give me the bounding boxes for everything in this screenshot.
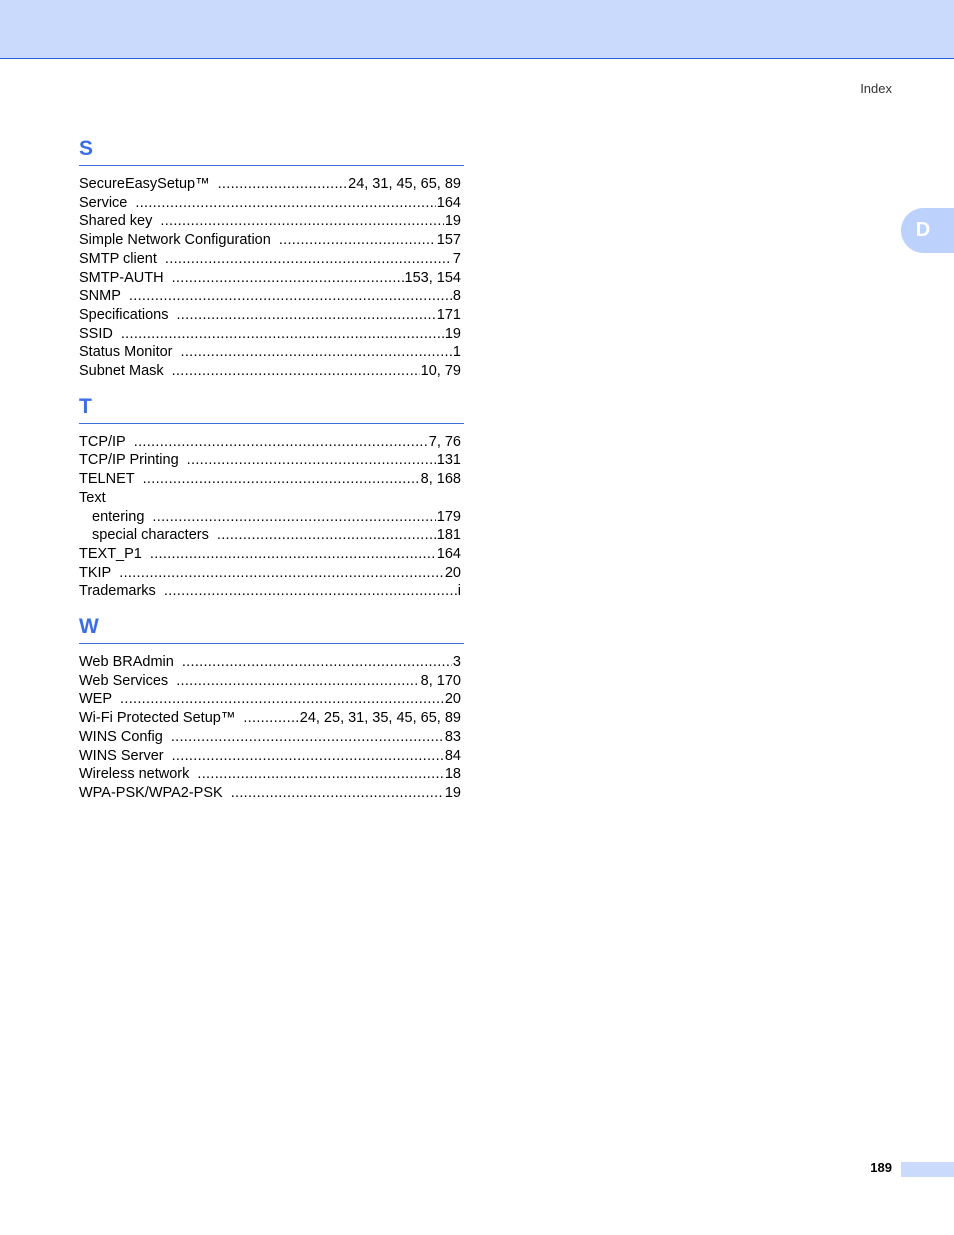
index-entry bbox=[79, 451, 464, 470]
dot-leader bbox=[150, 545, 436, 564]
dot-leader bbox=[119, 564, 444, 583]
index-term: TKIP bbox=[79, 564, 112, 581]
section-letter-heading: S bbox=[79, 136, 464, 166]
index-page-refs: 8 bbox=[452, 288, 461, 305]
index-page-refs: 179 bbox=[436, 508, 461, 525]
index-term: TCP/IP bbox=[79, 433, 126, 450]
index-term: WPA-PSK/WPA2-PSK bbox=[79, 784, 223, 801]
index-term: Simple Network Configuration bbox=[79, 232, 271, 249]
index-entry bbox=[79, 582, 464, 601]
index-page-refs: 8, 168 bbox=[420, 471, 461, 488]
dot-leader bbox=[172, 362, 420, 381]
index-subentry bbox=[79, 526, 464, 545]
dot-leader bbox=[129, 287, 452, 306]
dot-leader bbox=[279, 231, 436, 250]
index-page-refs: 84 bbox=[444, 747, 461, 764]
index-entry bbox=[79, 343, 464, 362]
index-page-refs: 24, 31, 45, 65, 89 bbox=[348, 176, 461, 192]
index-entry bbox=[79, 690, 464, 709]
index-page-refs: 24, 25, 31, 35, 45, 65, 89 bbox=[299, 710, 461, 727]
index-entry bbox=[79, 433, 464, 452]
index-page-refs: 10, 79 bbox=[420, 363, 461, 380]
index-entry bbox=[79, 231, 464, 250]
dot-leader bbox=[218, 175, 348, 194]
index-page-refs: 164 bbox=[436, 545, 461, 562]
index-term: Wi-Fi Protected Setup™ bbox=[79, 710, 236, 727]
index-page-refs: 153, 154 bbox=[404, 269, 461, 286]
page-number: 189 bbox=[870, 1160, 892, 1175]
dot-leader bbox=[181, 343, 452, 362]
index-section-t bbox=[79, 394, 464, 601]
index-term: Wireless network bbox=[79, 766, 190, 783]
dot-leader bbox=[143, 470, 420, 489]
index-page-refs: 171 bbox=[436, 306, 461, 323]
dot-leader bbox=[164, 582, 457, 601]
index-page-refs: 20 bbox=[444, 691, 461, 708]
dot-leader bbox=[176, 306, 435, 325]
index-entry bbox=[79, 489, 464, 508]
index-entry bbox=[79, 765, 464, 784]
index-entry bbox=[79, 728, 464, 747]
index-term: SNMP bbox=[79, 288, 121, 305]
chapter-tab-letter: D bbox=[915, 219, 931, 241]
dot-leader bbox=[172, 269, 404, 288]
index-page-refs: 19 bbox=[444, 325, 461, 342]
index-section-s bbox=[79, 136, 464, 381]
dot-leader bbox=[171, 728, 444, 747]
index-page-refs: 20 bbox=[444, 564, 461, 581]
index-page-refs: i bbox=[457, 583, 461, 600]
section-letter-heading: W bbox=[79, 614, 464, 644]
index-entry bbox=[79, 325, 464, 344]
index-entry bbox=[79, 194, 464, 213]
index-page-refs: 19 bbox=[444, 784, 461, 801]
index-term: WINS Server bbox=[79, 747, 164, 764]
index-entry bbox=[79, 470, 464, 489]
index-entry bbox=[79, 250, 464, 269]
index-entry bbox=[79, 784, 464, 803]
index-entry bbox=[79, 545, 464, 564]
index-term: TELNET bbox=[79, 471, 135, 488]
index-page-refs: 181 bbox=[436, 527, 461, 544]
index-entry bbox=[79, 709, 464, 728]
index-term: entering bbox=[92, 508, 145, 525]
dot-leader bbox=[165, 250, 452, 269]
running-head: Index bbox=[860, 81, 892, 96]
dot-leader bbox=[172, 747, 444, 766]
index-page-refs: 1 bbox=[452, 344, 461, 361]
index-page-refs: 7, 76 bbox=[428, 433, 461, 450]
dot-leader bbox=[197, 765, 443, 784]
index-term: Web Services bbox=[79, 672, 169, 689]
dot-leader bbox=[121, 325, 444, 344]
index-entry bbox=[79, 287, 464, 306]
section-letter-heading: T bbox=[79, 394, 464, 424]
page-number-bar bbox=[901, 1162, 954, 1177]
index-entry bbox=[79, 747, 464, 766]
dot-leader bbox=[152, 508, 435, 527]
index-page-refs: 19 bbox=[444, 213, 461, 230]
index-page-refs: 7 bbox=[452, 250, 461, 267]
index-subentry bbox=[79, 508, 464, 527]
index-column bbox=[79, 136, 464, 816]
index-page-refs: 18 bbox=[444, 766, 461, 783]
index-term: WINS Config bbox=[79, 728, 163, 745]
index-term: Web BRAdmin bbox=[79, 654, 174, 671]
top-header-band bbox=[0, 0, 954, 59]
index-entry bbox=[79, 306, 464, 325]
index-term: TEXT_P1 bbox=[79, 545, 142, 562]
index-page-refs: 83 bbox=[444, 728, 461, 745]
dot-leader bbox=[243, 709, 298, 728]
dot-leader bbox=[160, 212, 444, 231]
index-entry bbox=[79, 212, 464, 231]
index-term: WEP bbox=[79, 691, 113, 708]
index-page-refs: 164 bbox=[436, 194, 461, 211]
index-term: Subnet Mask bbox=[79, 363, 164, 380]
index-term: Text bbox=[79, 489, 106, 506]
index-term: Service bbox=[79, 194, 128, 211]
index-section-w bbox=[79, 614, 464, 803]
index-term: SMTP client bbox=[79, 250, 157, 267]
dot-leader bbox=[134, 433, 428, 452]
dot-leader bbox=[176, 672, 419, 691]
index-term: SecureEasySetup™ bbox=[79, 176, 210, 192]
dot-leader bbox=[187, 451, 436, 470]
index-entry bbox=[79, 653, 464, 672]
index-term: SSID bbox=[79, 325, 113, 342]
index-entry bbox=[79, 269, 464, 288]
index-entry bbox=[79, 362, 464, 381]
index-term: Trademarks bbox=[79, 583, 156, 600]
dot-leader bbox=[182, 653, 452, 672]
index-page-refs: 3 bbox=[452, 654, 461, 671]
index-term: TCP/IP Printing bbox=[79, 452, 179, 469]
index-page-refs: 131 bbox=[436, 452, 461, 469]
index-term: special characters bbox=[92, 527, 209, 544]
dot-leader bbox=[231, 784, 444, 803]
index-entry bbox=[79, 672, 464, 691]
index-term: SMTP-AUTH bbox=[79, 269, 164, 286]
index-entry bbox=[79, 175, 464, 194]
index-term: Status Monitor bbox=[79, 344, 173, 361]
dot-leader bbox=[135, 194, 435, 213]
dot-leader bbox=[217, 526, 436, 545]
chapter-tab bbox=[901, 208, 954, 253]
dot-leader bbox=[120, 690, 444, 709]
index-entry bbox=[79, 564, 464, 583]
index-page-refs: 157 bbox=[436, 232, 461, 249]
index-term: Shared key bbox=[79, 213, 153, 230]
index-term: Specifications bbox=[79, 306, 169, 323]
index-page-refs: 8, 170 bbox=[420, 672, 461, 689]
